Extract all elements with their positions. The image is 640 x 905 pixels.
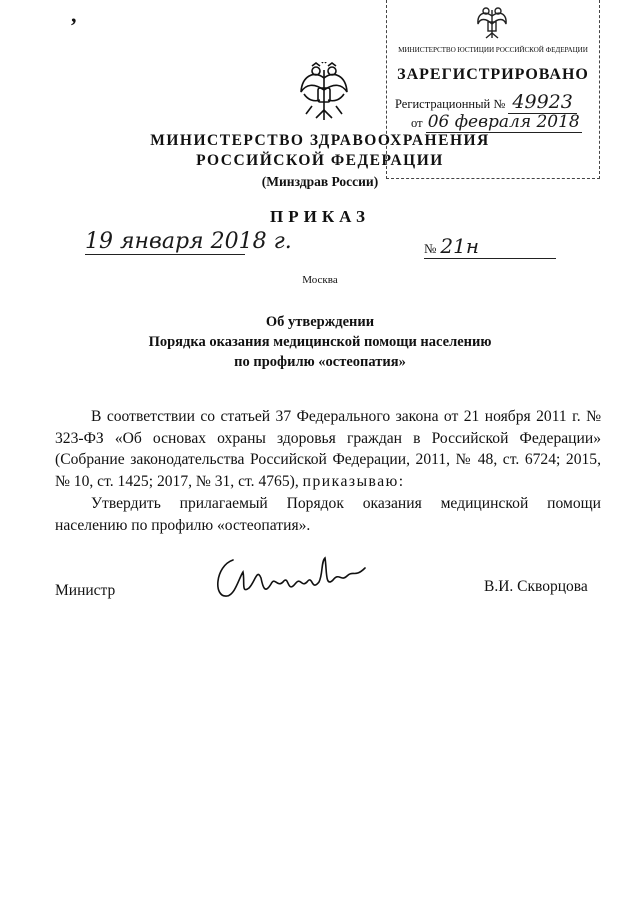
handwritten-signature bbox=[205, 548, 375, 618]
order-date: 19 января 2018 г. bbox=[85, 229, 292, 254]
order-number-label: № bbox=[424, 241, 437, 256]
order-number: 21н bbox=[440, 234, 480, 258]
stamp-date-row bbox=[411, 112, 591, 132]
legal-basis-text: В соответствии со статьей 37 Федерального закона от 21 ноября 2011 г. № 323-ФЗ «Об основах охраны здоровья граждан в Российской Федерации» (Собрание законодательства Российской Федерации, 2011, № 48, ст. 6724; 2015, № 10, ст. 1425; 2017, № 31, ст. 4765), bbox=[55, 408, 601, 491]
order-word: приказываю: bbox=[302, 473, 405, 491]
stamp-date: 06 февраля 2018 bbox=[427, 112, 580, 132]
signatory-name: В.И. Скворцова bbox=[484, 578, 588, 595]
stray-mark: , bbox=[71, 2, 77, 27]
subject-line1: Об утверждении bbox=[265, 314, 375, 330]
order-title: ПРИКАЗ bbox=[270, 207, 370, 226]
order-city: Москва bbox=[302, 274, 338, 286]
subject-line3: по профилю «остеопатия» bbox=[234, 354, 406, 370]
body-paragraph-1 bbox=[55, 406, 601, 493]
stamp-status: ЗАРЕГИСТРИРОВАНО bbox=[397, 66, 589, 83]
stamp-reg-number: 49923 bbox=[508, 91, 576, 114]
body-paragraph-2: Утвердить прилагаемый Порядок оказания медицинской помощи населению по профилю «остеопатия». bbox=[55, 495, 601, 534]
ministry-name-line2: РОССИЙСКОЙ ФЕДЕРАЦИИ bbox=[196, 152, 444, 169]
stamp-reg-number-label: Регистрационный № bbox=[395, 97, 506, 111]
signatory-position: Министр bbox=[55, 582, 116, 599]
stamp-date-label: от bbox=[411, 116, 423, 130]
order-number-row bbox=[424, 234, 556, 259]
stamp-ministry: МИНИСТЕРСТВО ЮСТИЦИИ РОССИЙСКОЙ ФЕДЕРАЦИИ bbox=[398, 46, 588, 54]
ministry-name-line1: МИНИСТЕРСТВО ЗДРАВООХРАНЕНИЯ bbox=[150, 132, 490, 149]
stamp-emblem-icon bbox=[472, 4, 512, 44]
stamp-reg-number-row bbox=[395, 91, 591, 113]
ministry-short-name: (Минздрав России) bbox=[261, 174, 379, 189]
coat-of-arms-icon bbox=[298, 62, 350, 124]
subject-line2: Порядка оказания медицинской помощи населению bbox=[148, 334, 492, 350]
